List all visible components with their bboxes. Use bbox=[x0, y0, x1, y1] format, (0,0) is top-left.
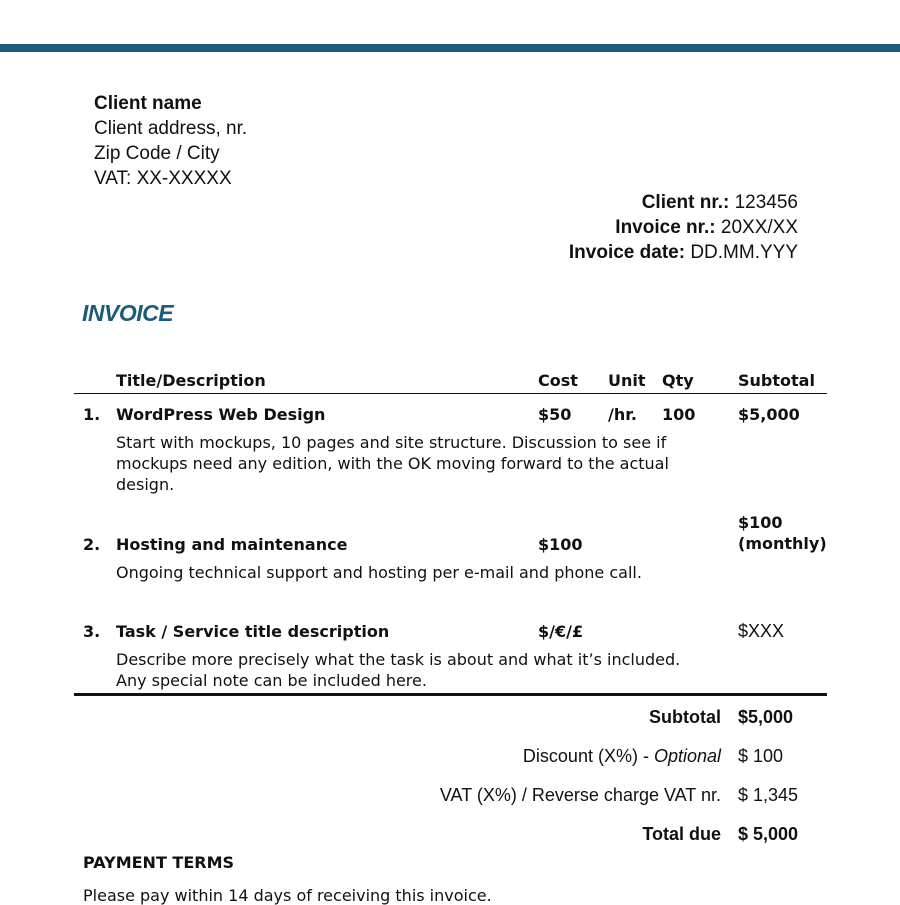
item-qty: 100 bbox=[662, 405, 696, 424]
line-items-table bbox=[74, 366, 827, 691]
header-subtotal: Subtotal bbox=[738, 371, 815, 390]
item-title: Task / Service title description bbox=[116, 622, 390, 641]
item-subtotal: $5,000 bbox=[738, 405, 800, 424]
page-title: INVOICE bbox=[82, 300, 174, 326]
client-zip-city: Zip Code / City bbox=[94, 143, 220, 164]
header-qty: Qty bbox=[662, 371, 694, 390]
payment-terms-text: Please pay within 14 days of receiving this invoice. bbox=[83, 886, 492, 905]
invoice-meta bbox=[569, 190, 798, 265]
item-cost: $100 bbox=[538, 535, 583, 554]
item-unit: /hr. bbox=[608, 405, 637, 424]
discount-label: Discount (X%) - Optional bbox=[522, 746, 721, 766]
item-description: Describe more precisely what the task is about and what it’s included. Any special note can be included here. bbox=[116, 650, 681, 690]
totals-divider bbox=[74, 693, 827, 696]
payment-terms-title: PAYMENT TERMS bbox=[83, 853, 235, 872]
client-number-row: Client nr.: 123456 bbox=[641, 192, 798, 213]
item-number: 3. bbox=[83, 622, 101, 641]
table-row bbox=[74, 611, 827, 691]
item-description: Start with mockups, 10 pages and site structure. Discussion to see if mockups need any edition, with the OK moving forward to the actual design. bbox=[116, 433, 669, 494]
client-block bbox=[94, 91, 247, 191]
vat-value: $ 1,345 bbox=[738, 785, 799, 805]
table-row bbox=[74, 394, 827, 524]
header-cost: Cost bbox=[538, 371, 578, 390]
total-due-label: Total due bbox=[642, 824, 721, 844]
invoice-date-row: Invoice date: DD.MM.YYY bbox=[568, 242, 798, 263]
item-cost: $/€/£ bbox=[538, 622, 584, 641]
client-name: Client name bbox=[94, 93, 202, 114]
discount-value: $ 100 bbox=[738, 746, 784, 766]
client-vat: VAT: XX-XXXXX bbox=[94, 168, 232, 189]
item-title: Hosting and maintenance bbox=[116, 535, 348, 554]
table-header bbox=[74, 366, 827, 394]
item-description: Ongoing technical support and hosting per e-mail and phone call. bbox=[116, 563, 642, 582]
header-unit: Unit bbox=[608, 371, 646, 390]
item-number: 1. bbox=[83, 405, 101, 424]
subtotal-row bbox=[74, 700, 827, 739]
header-accent-bar bbox=[0, 44, 900, 52]
vat-label: VAT (X%) / Reverse charge VAT nr. bbox=[439, 785, 721, 805]
subtotal-label: Subtotal bbox=[649, 707, 721, 727]
client-address: Client address, nr. bbox=[94, 118, 248, 139]
invoice-number-row: Invoice nr.: 20XX/XX bbox=[615, 217, 798, 238]
subtotal-value: $5,000 bbox=[738, 707, 794, 727]
discount-row bbox=[74, 739, 827, 778]
vat-row bbox=[74, 778, 827, 817]
item-subtotal: $XXX bbox=[738, 621, 785, 641]
header-title: Title/Description bbox=[116, 371, 266, 390]
item-subtotal-note: (monthly) bbox=[738, 534, 827, 553]
totals-block bbox=[74, 700, 827, 856]
item-number: 2. bbox=[83, 535, 101, 554]
total-due-row bbox=[74, 817, 827, 856]
table-row bbox=[74, 513, 827, 611]
item-subtotal: $100 (monthly) bbox=[738, 513, 827, 553]
item-cost: $50 bbox=[538, 405, 572, 424]
total-due-value: $ 5,000 bbox=[738, 824, 799, 844]
item-title: WordPress Web Design bbox=[116, 405, 326, 424]
